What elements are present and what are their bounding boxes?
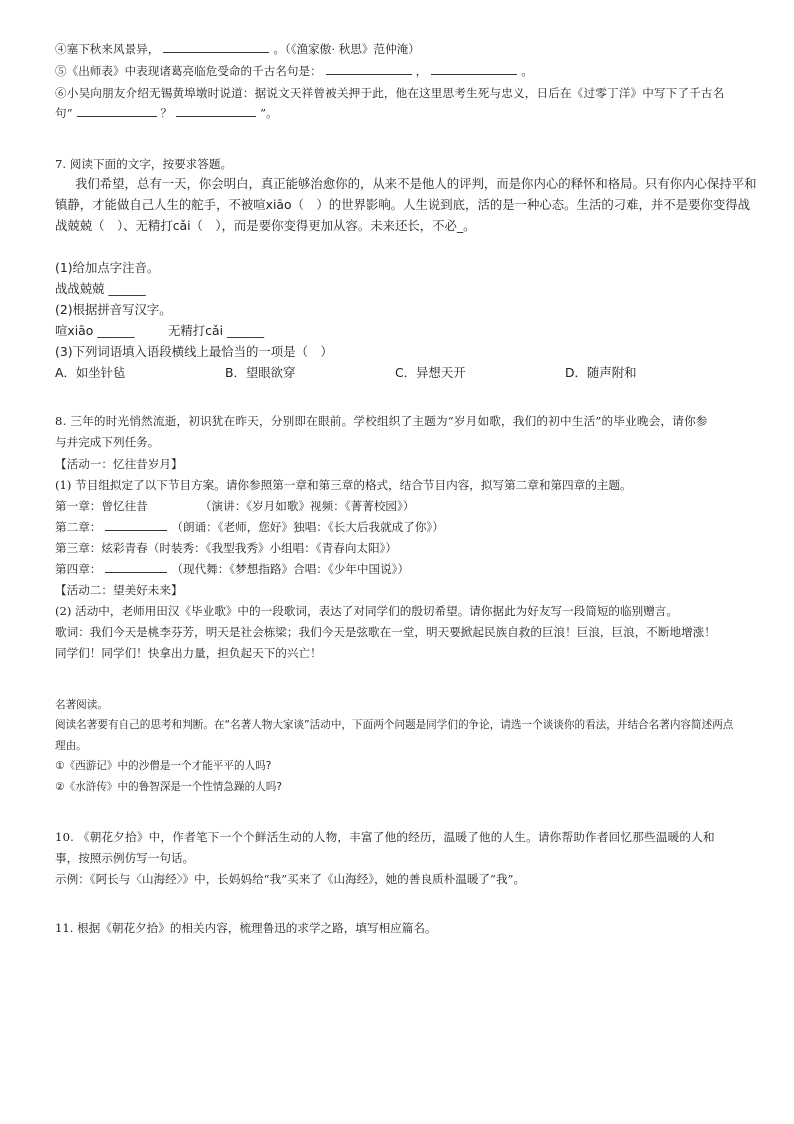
- q8-intro-line-2: 与并完成下列任务。: [55, 435, 160, 449]
- q10-line-2: 事，按照示例仿写一句话。: [55, 851, 195, 865]
- fill-line-5-prefix: ⑤《出师表》中表现诸葛亮临危受命的千古名句是：: [55, 64, 322, 78]
- q8-activity-1-title: 【活动一：忆往昔岁月】: [55, 457, 183, 471]
- q8-activity-2-question: (2) 活动中，老师用田汉《毕业歌》中的一段歌词，表达了对同学们的殷切希望。请你据此为好友写一段简短的临别赠言。: [55, 604, 678, 618]
- option-d[interactable]: D．随声附和: [565, 365, 637, 380]
- answer-blank[interactable]: [176, 104, 256, 117]
- q7-title: 7. 阅读下面的文字，按要求答题。: [55, 157, 233, 171]
- fill-line-5: [55, 62, 754, 80]
- q9-body-line-2: 理由。: [55, 740, 87, 752]
- answer-blank[interactable]: [105, 560, 167, 573]
- fill-line-6-prefix: 句“: [55, 106, 73, 120]
- q9-title: 名著阅读。: [55, 699, 108, 711]
- q11-line: 11. 根据《朝花夕拾》的相关内容，梳理鲁迅的求学之路，填写相应篇名。: [55, 921, 437, 935]
- option-a[interactable]: A．如坐针毡: [55, 365, 126, 380]
- answer-blank[interactable]: [163, 40, 269, 53]
- answer-blank[interactable]: [77, 104, 157, 117]
- fill-line-6a: ⑥小吴向朋友介绍无锡黄埠墩时说道：据说文天祥曾被关押于此，他在这里思考生死与忠义，日后在《过零丁洋》中写下了千古名: [55, 86, 725, 100]
- q10-example: 示例：《阿长与〈山海经〉》中，长妈妈给“我”买来了《山海经》，她的善良质朴温暖了“我”。: [55, 872, 526, 886]
- q7-sub2-b[interactable]: 无精打cǎi ______: [168, 323, 265, 338]
- answer-blank[interactable]: [326, 62, 412, 75]
- q7-sub1-item[interactable]: 战战兢兢 ______: [55, 281, 146, 296]
- q7-passage-line-1: 我们希望，总有一天，你会明白，真正能够治愈你的，从来不是他人的评判，而是你内心的释怀和格局。只有你内心保持平和: [75, 176, 757, 191]
- q8-intro-line-1: 8. 三年的时光悄然流逝，初识犹在昨天，分别即在眼前。学校组织了主题为“岁月如歌，我们的初中生活”的毕业晚会，请你参: [55, 414, 708, 428]
- q8-chapter-1: 第一章：曾忆往昔 （演讲：《岁月如歌》视频：《菁菁校园》）: [55, 499, 415, 513]
- q8-chapter-4-program: （现代舞：《梦想指路》合唱：《少年中国说》）: [171, 562, 410, 576]
- option-b[interactable]: B．望眼欲穿: [225, 365, 296, 380]
- fill-line-4: [55, 40, 754, 58]
- answer-blank[interactable]: [105, 518, 167, 531]
- q8-chapter-4-label: 第四章：: [55, 562, 102, 576]
- q8-chapter-2-program: （朗诵：《老师，您好》独唱：《长大后我就成了你》）: [171, 520, 444, 534]
- q7-sub2: (2)根据拼音写汉字。: [55, 302, 172, 317]
- q7-passage-line-2: 镇静，才能做自己人生的舵手，不被喧xiāo（ ）的世界影响。人生说到底，活的是一种心态。生活的刁难，并不是要你变得战: [55, 197, 751, 212]
- answer-blank[interactable]: [431, 62, 517, 75]
- q8-chapter-4: [55, 560, 754, 578]
- q9-item-1: ①《西游记》中的沙僧是一个才能平平的人吗?: [55, 760, 272, 772]
- q9-item-2: ②《水浒传》中的鲁智深是一个性情急躁的人吗?: [55, 781, 282, 793]
- fill-line-4-suffix: 。（《渔家傲· 秋思》范仲淹）: [273, 42, 420, 56]
- q7-passage-line-3: 战兢兢（ ）、无精打cǎi（ ），而是要你变得更加从容。未来还长，不必_。: [55, 218, 476, 233]
- fill-line-6-separator: ？: [160, 106, 173, 120]
- q9-body-line-1: 阅读名著要有自己的思考和判断。在“名著人物大家谈”活动中，下面两个问题是同学们的争论，请选一个谈谈你的看法，并结合名著内容简述两点: [55, 719, 734, 731]
- q7-sub1: (1)给加点字注音。: [55, 260, 160, 275]
- q10-line-1: 10. 《朝花夕拾》中，作者笔下一个个鲜活生动的人物，丰富了他的经历，温暖了他的人生。请你帮助作者回忆那些温暖的人和: [55, 830, 715, 844]
- q7-sub3: (3)下列词语填入语段横线上最恰当的一项是（ ）: [55, 344, 333, 359]
- q8-lyric-line-1: 歌词：我们今天是桃李芬芳，明天是社会栋梁；我们今天是弦歌在一堂，明天要掀起民族自救的巨浪！巨浪，巨浪，不断地增涨！: [55, 625, 716, 639]
- option-c[interactable]: C．异想天开: [395, 365, 466, 380]
- fill-line-4-prefix: ④塞下秋来风景异，: [55, 42, 160, 56]
- q8-chapter-2: [55, 518, 754, 536]
- fill-line-5-separator: ，: [415, 64, 428, 78]
- q8-chapter-3: 第三章：炫彩青春（时装秀：《我型我秀》小组唱：《青春向太阳》）: [55, 541, 398, 555]
- fill-line-6b: [55, 104, 754, 122]
- q8-chapter-2-label: 第二章：: [55, 520, 102, 534]
- q8-lyric-line-2: 同学们！同学们！快拿出力量，担负起天下的兴亡！: [55, 646, 322, 660]
- fill-line-5-suffix: 。: [521, 64, 533, 78]
- q7-sub2-a[interactable]: 喧xiāo ______: [55, 323, 135, 338]
- fill-line-6-suffix: ”。: [260, 106, 278, 120]
- q8-activity-2-title: 【活动二：望美好未来】: [55, 583, 183, 597]
- q8-activity-1-question: (1) 节目组拟定了以下节目方案。请你参照第一章和第三章的格式，结合节目内容，拟写第二章和第四章的主题。: [55, 478, 632, 492]
